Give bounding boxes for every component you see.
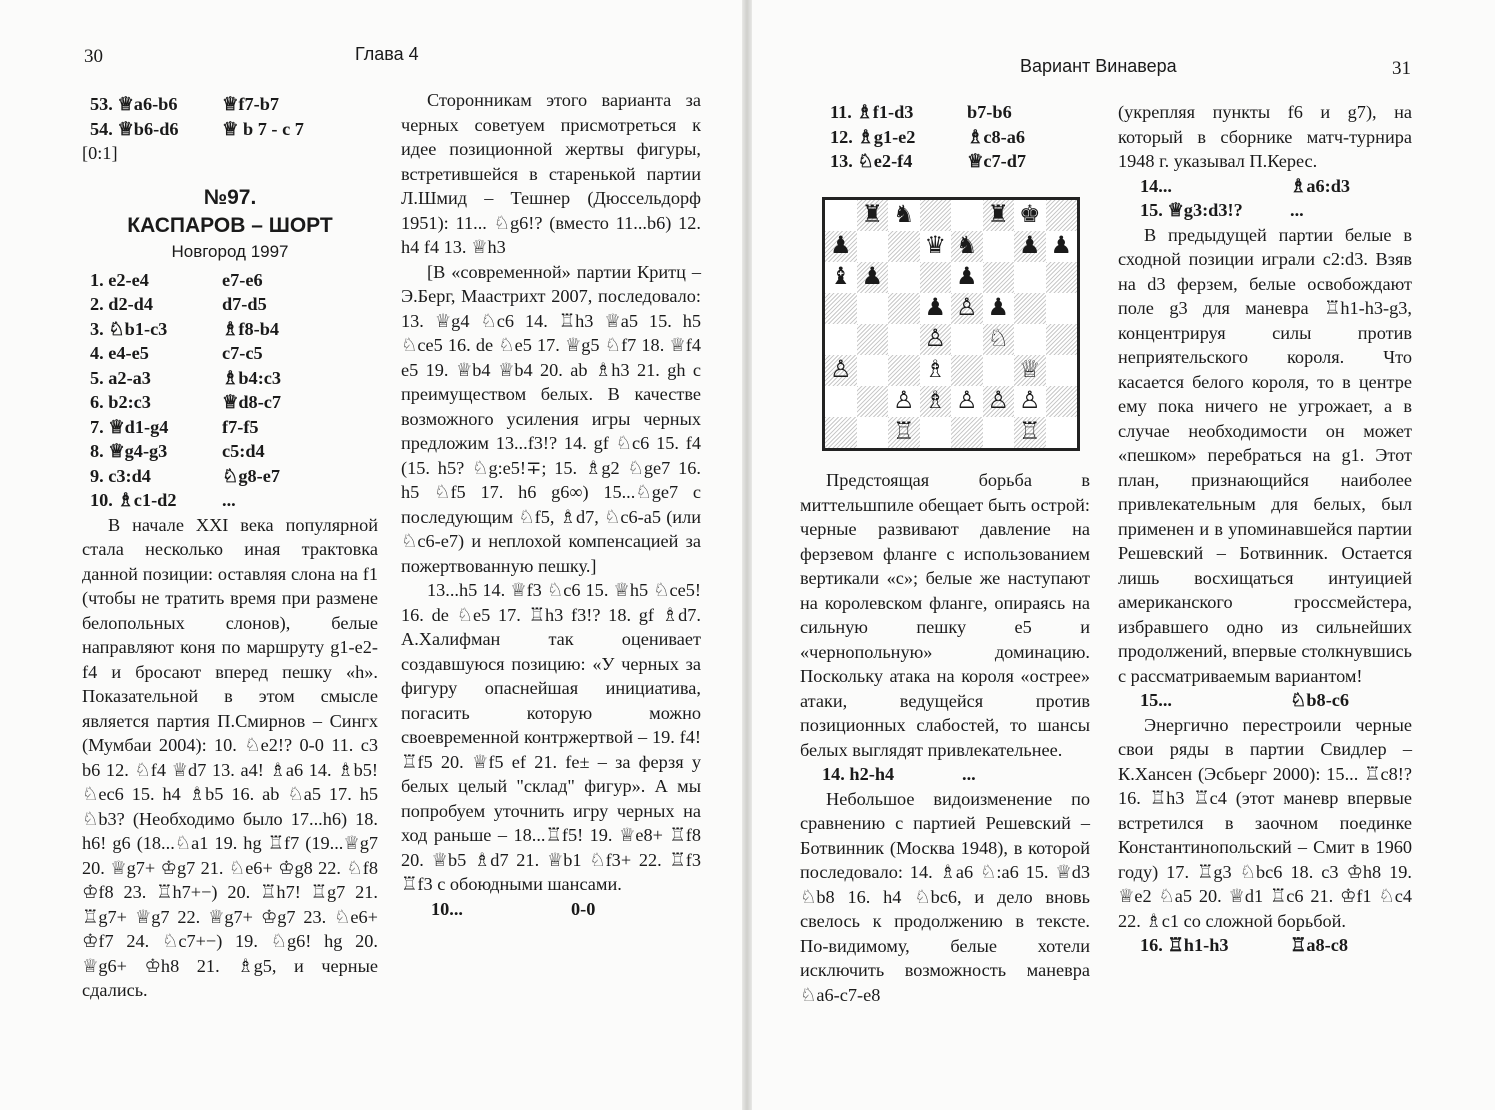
board-square: [920, 417, 952, 448]
board-square: [1046, 293, 1078, 324]
board-square: [951, 355, 983, 386]
chess-piece-square: ♙: [951, 293, 983, 324]
board-square: [888, 355, 920, 386]
board-square: [1046, 355, 1078, 386]
chess-piece-square: ♟: [924, 295, 946, 321]
chess-piece-square: ♙: [920, 324, 952, 355]
commentary-paragraph: (укрепляя пункты f6 и g7), на который в сборнике матч-турнира 1948 г. указывал П.Керес.: [1118, 102, 1412, 171]
board-square: [983, 355, 1015, 386]
chess-piece-square: ♙: [955, 388, 978, 414]
chess-piece-square: ♘: [983, 324, 1015, 355]
chess-piece-square: ♟: [955, 264, 978, 290]
board-square: [1046, 417, 1078, 448]
commentary-paragraph: В предыдущей партии белые в сходной позиции играли c2:d3. Взяв на d3 ферзем, белые освобождают поле g3 для маневра ♖h1-h3-g3, концентрируя силы против неприятельского короля. Что касается белого короля, то в центре ему пока ничего не угрожает, а в случае необходимости он может «пешком» перебраться на g1. Этот план, признающийся наиболее привлекательным для белых, был применен и в упоминавшейся партии Решевский – Ботвинник. Остается лишь восхищаться интуицией американского гроссмейстера, избравшего одно из сильнейших продолжений, впервые столкнувшись с рассматриваемым вариантом!: [1118, 224, 1412, 686]
chess-piece-square: ♞: [951, 231, 983, 262]
chess-piece-square: ♟: [825, 231, 857, 262]
chess-piece-square: ♜: [857, 200, 889, 231]
board-square: [1046, 200, 1078, 231]
board-square: [888, 231, 920, 262]
chess-piece-square: ♟: [1014, 231, 1046, 262]
chess-piece-square: ♟: [987, 295, 1009, 321]
board-square: [1046, 386, 1078, 417]
move-row: 6. b2:c3 ♕d8-c7: [90, 392, 282, 412]
board-square: [857, 293, 889, 324]
move-row: 15. ♕g3:d3!? ...: [1140, 200, 1304, 220]
opening-moves: [82, 268, 378, 513]
running-head-right: Вариант Винавера: [1020, 56, 1177, 76]
board-square: [1046, 262, 1078, 293]
commentary-paragraph: В начале XXI века популярной стала несколько иная трактовка данной позиции: оставляя слона на f1 (чтобы не тратить время при размене белопольных слонов), белые направляют коня по маршруту g1-e2-f4 и бросают вперед пешку «h». Показательной в этом смысле является партия П.Смирнов – Сингх (Мумбаи 2004): 10. ♘e2!? 0-0 11. c3 b6 12. ♘f4 ♕d7 13. a4! ♗a6 14. ♗b5! ♘ec6 15. h4 ♗b5 16. ab ♘a5 17. h5 ♘b3? (Необходимо было 17...h6) 18. h6! g6 (18...♘a1 19. hg ♖f7 (19...♕g7 20. ♕g7+ ♔g7 21. ♘e6+ ♔g8 22. ♘f8 ♔f8 23. ♖h7+−) 20. ♖h7! ♖g7 21. ♖g7+ ♕g7 22. ♕g7+ ♔g7 23. ♘e6+ ♔f7 24. ♘c7+−) 19. ♘g6! hg 20. ♕g6+ ♔h8 21. ♗g5, и черные сдались.: [82, 514, 378, 1000]
left-page: [0, 0, 742, 1110]
game-players: КАСПАРОВ – ШОРТ: [127, 213, 333, 237]
board-square: [825, 293, 857, 324]
right-column-2: [1118, 100, 1412, 958]
board-square: [983, 417, 1015, 448]
board-square: [951, 324, 983, 355]
chess-piece-square: ♛: [924, 233, 946, 259]
move-row: 1. e2-e4 e7-e6: [90, 269, 263, 290]
board-square: [1014, 293, 1046, 324]
move-row: 15... ♘b8-c6: [1140, 690, 1350, 710]
board-square: [825, 200, 857, 231]
board-square: [857, 355, 889, 386]
move-row: 12. ♗g1-e2 ♗c8-a6: [830, 126, 1026, 147]
game-result: [0:1]: [82, 143, 118, 163]
chess-piece-square: ♗: [920, 386, 952, 417]
board-square: [825, 417, 857, 448]
commentary-paragraph: Энергично перестроили черные свои ряды в партии Свидлер – К.Хансен (Эсбьерг 2000): 15... ♖c8!? 16. ♖h3 ♖c4 (этот маневр впервые встретился в заочном поединке Константинопольский – Смит в 1960 году) 17. ♖g3 ♘bc6 18. c3 ♔h8 19. ♕e2 ♘a5 20. ♕d1 ♖c6 21. ♔f1 ♘c4 22. ♗c1 со сложной борьбой.: [1118, 714, 1412, 931]
commentary-paragraph: 13...h5 14. ♕f3 ♘c6 15. ♕h5 ♘ce5! 16. de ♘e5 17. ♖h3 f3!? 18. gf ♗d7. А.Халифман так оценивает создавшуюся позицию: «У черных за фигуру опаснейшая инициатива, погасить которую можно своевременной контржертвой – 19. f4! ♖f5 20. ♕f5 ef 21. fe± – за ферзя у белых целый "склад" фигур». А мы попробуем уточнить игру черных на ход раньше – 18...♖f5! 19. ♕e8+ ♖f8 20. ♕b5 ♗d7 21. ♕b1 ♘f3+ 22. ♖f3 ♖f3 с обоюдными шансами.: [401, 580, 701, 894]
left-column-1: [82, 92, 378, 1003]
move-row: 16. ♖h1-h3 ♖a8-c8: [1140, 935, 1349, 955]
board-square: [1014, 324, 1046, 355]
page-number-left: 30: [84, 46, 103, 67]
board-square: [857, 231, 889, 262]
chess-piece-square: ♝: [829, 264, 852, 290]
move-row: 2. d2-d4 d7-d5: [90, 294, 267, 314]
chess-diagram: [822, 197, 1080, 451]
chess-piece-square: ♙: [1018, 388, 1041, 414]
commentary-paragraph: Небольшое видоизменение по сравнению с партией Решевский – Ботвинник (Москва 1948), в которой последовало: 14. ♗a6 ♘:a6 15. ♕d3 ♘b8 16. h4 ♘bc6, и дело вновь свелось к продолжению в тексте. По-видимому, белые хотели исключить возможность маневра ♘a6-c7-e8: [800, 788, 1090, 1005]
move-row: 53. ♕a6-b6 ♕f7-b7: [90, 94, 280, 114]
chess-piece-square: ♖: [1014, 417, 1046, 448]
move-row: 11. ♗f1-d3 b7-b6: [830, 102, 1012, 122]
board-square: [920, 262, 952, 293]
running-head-left: Глава 4: [355, 44, 419, 64]
move-row: 8. ♕g4-g3 c5:d4: [90, 441, 265, 461]
move-row: 7. ♕d1-g4 f7-f5: [90, 416, 259, 437]
move-row: 14... ♗a6:d3: [1140, 175, 1351, 196]
move-row: 10... 0-0: [431, 898, 596, 919]
move-row: 10. ♗c1-d2 ...: [90, 490, 236, 510]
move-row: 5. a2-a3 ♗b4:c3: [90, 367, 282, 388]
left-column-2: [401, 88, 701, 921]
board-square: [983, 262, 1015, 293]
move-row: 54. ♕b6-d6 ♕ b 7 - c 7: [90, 118, 304, 139]
board-square: [983, 231, 1015, 262]
board-square: [1014, 262, 1046, 293]
move-row: 14. h2-h4 ...: [822, 764, 976, 784]
board-square: [920, 200, 952, 231]
chess-piece-square: ♕: [1014, 355, 1046, 386]
commentary-paragraph: Сторонникам этого варианта за черных советуем присмотреться к идее позиционной жертвы фигуры, встретившейся в старенькой партии Л.Шмид – Тешнер (Дюссельдорф 1951): 11... ♘g6!? (вместо 11...b6) 12. h4 f4 13. ♕h3: [401, 90, 701, 257]
game-place: Новгород 1997: [171, 241, 289, 261]
board-square: [951, 200, 983, 231]
right-column-1-bottom: [800, 468, 1090, 1007]
book-gutter: [742, 0, 752, 1110]
chess-piece-square: ♗: [924, 357, 946, 383]
board-square: [825, 324, 857, 355]
chess-piece-square: ♖: [888, 417, 920, 448]
board-square: [951, 417, 983, 448]
chess-piece-square: ♚: [1018, 202, 1041, 228]
chess-piece-square: ♙: [825, 355, 857, 386]
move-row: 9. c3:d4 ♘g8-e7: [90, 465, 281, 486]
right-column-1-top: [822, 100, 1122, 174]
chess-piece-square: ♜: [983, 200, 1015, 231]
chess-piece-square: ♟: [857, 262, 889, 293]
move-row: 13. ♘e2-f4 ♕c7-d7: [830, 151, 1027, 171]
chess-piece-square: ♙: [892, 388, 915, 414]
move-row: 3. ♘b1-c3 ♗f8-b4: [90, 318, 280, 339]
board-square: [888, 262, 920, 293]
right-page: [752, 0, 1495, 1110]
page-number-right: 31: [1392, 58, 1411, 79]
chess-piece-square: ♙: [983, 386, 1015, 417]
board-square: [857, 324, 889, 355]
board-square: [1046, 324, 1078, 355]
chess-piece-square: ♞: [892, 202, 915, 228]
commentary-paragraph: [В «современной» партии Критц – Э.Берг, Маастрихт 2007, последовало: 13. ♕g4 ♘c6 14. ♖h3 ♕a5 15. h5 ♘ce5 16. de ♘e5 17. ♕g5 ♘f7 18. ♕f4 e5 19. ♕b4 ♕b4 20. ab ♗h3 21. gh с преимуществом белых. В качестве возможного усиления игры черных предложим 13...f3!? 14. gf ♘c6 15. f4 (15. h5? ♘g:e5!∓; 15. ♗g2 ♘ge7 16. h5 ♘f5 17. h6 g6∞) 15...♘ge7 с последующим ♘f5, ♗d7, ♘c6-a5 (или ♘c6-e7) и неплохой компенсацией за пожертвованную пешку.]: [401, 261, 701, 576]
board-square: [888, 293, 920, 324]
board-square: [825, 386, 857, 417]
commentary-paragraph: Предстоящая борьба в миттельшпиле обещает быть острой: черные развивают давление на ферзевом фланге с использованием вертикали «c»; белые же наступают на королевском фланге, опираясь на сильную пешку e5 и «чернопольную» доминацию. Поскольку атака на короля «острее» атаки, ведущейся против позиционных слабостей, то шансы белых выглядят привлекательнее.: [800, 470, 1090, 760]
chess-piece-square: ♟: [1050, 233, 1072, 259]
board-square: [857, 386, 889, 417]
board-square: [857, 417, 889, 448]
game-number: №97.: [203, 185, 257, 209]
move-row: 4. e4-e5 c7-c5: [90, 343, 263, 363]
board-square: [888, 324, 920, 355]
